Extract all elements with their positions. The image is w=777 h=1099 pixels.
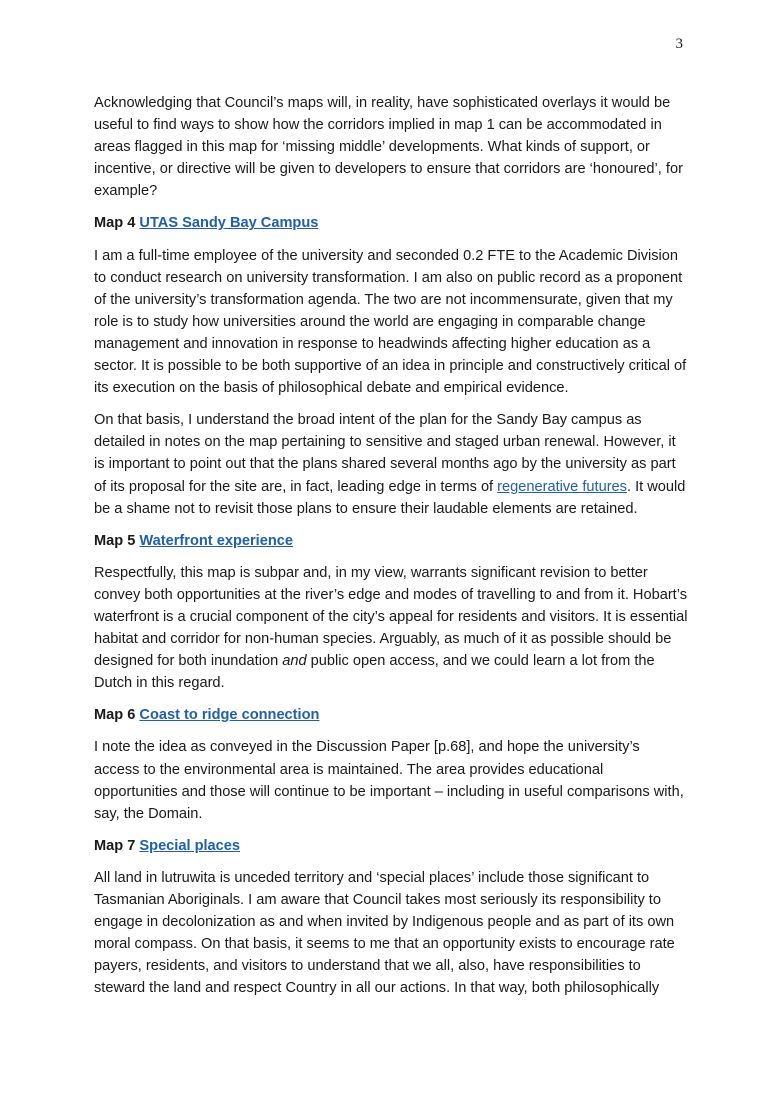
map5-text-after: public open access, and we could learn a lot from the Dutch in this regard.: [94, 653, 655, 692]
regenerative-futures-link[interactable]: regenerative futures: [497, 478, 627, 495]
map6-paragraph: I note the idea as conveyed in the Discussion Paper [p.68], and hope the university’s access to the environmental area is maintained. The area provides educational opportunities and those will continue to be important – including in useful comparisons with, say, the Domain.: [94, 739, 684, 822]
page-number: 3: [675, 36, 683, 52]
map4-link[interactable]: UTAS Sandy Bay Campus: [139, 215, 319, 232]
map4-p2-text-before: On that basis, I understand the broad intent of the plan for the Sandy Bay campus as detailed in notes on the map pertaining to sensitive and staged urban renewal. However, it is important to point out that the plans shared several months ago by the university as part of its proposal for the site are, in fact, leading edge in terms of: [94, 412, 676, 495]
map5-link[interactable]: Waterfront experience: [139, 532, 293, 549]
map6-prefix: Map 6: [94, 707, 136, 724]
map5-heading: [94, 530, 688, 552]
map7-prefix: Map 7: [94, 837, 136, 854]
map5-prefix: Map 5: [94, 532, 136, 549]
map4-p2-text-after: . It would be a shame not to revisit those plans to ensure their laudable elements are retained.: [94, 478, 686, 517]
map7-link[interactable]: Special places: [139, 837, 241, 854]
map6-link[interactable]: Coast to ridge connection: [139, 707, 320, 724]
map4-paragraph-2: [94, 409, 688, 519]
map7-paragraph: All land in lutruwita is unceded territory and ‘special places’ include those significant to Tasmanian Aboriginals. I am aware that Council takes most seriously its responsibility to engage in decolonization as and when invited by Indigenous people and as part of its own moral compass. On that basis, it seems to me that an opportunity exists to encourage rate payers, residents, and visitors to understand that we all, also, have responsibilities to steward the land and respect Country in all our actions. In that way, both philosophically: [94, 869, 675, 997]
map5-paragraph: [94, 562, 688, 695]
map6-heading: [94, 704, 688, 726]
map4-heading: [94, 212, 688, 234]
map7-heading: [94, 835, 688, 857]
document-body: [94, 92, 688, 1009]
map5-text-before: Respectfully, this map is subpar and, in my view, warrants significant revision to better convey both opportunities at the river’s edge and modes of travelling to and from it. Hobart’s waterfront is a crucial component of the city’s appeal for residents and visitors. It is essential habitat and corridor for non-human species. Arguably, as much of it as possible should be designed for both inundation: [94, 564, 688, 670]
map5-emphasis: and: [282, 653, 307, 670]
map4-prefix: Map 4: [94, 215, 136, 232]
map4-paragraph-1: I am a full-time employee of the university and seconded 0.2 FTE to the Academic Division to conduct research on university transformation. I am also on public record as a proponent of the university’s transformation agenda. The two are not incommensurate, given that my role is to study how universities around the world are engaging in comparable change management and innovation in response to headwinds affecting higher education as a sector. It is possible to be both supportive of an idea in principle and constructively critical of its execution on the basis of philosophical debate and empirical evidence.: [94, 247, 687, 397]
intro-paragraph: Acknowledging that Council’s maps will, in reality, have sophisticated overlays it would be useful to find ways to show how the corridors implied in map 1 can be accommodated in areas flagged in this map for ‘missing middle’ developments. What kinds of support, or incentive, or directive will be given to developers to ensure that corridors are ‘honoured’, for example?: [94, 95, 683, 200]
